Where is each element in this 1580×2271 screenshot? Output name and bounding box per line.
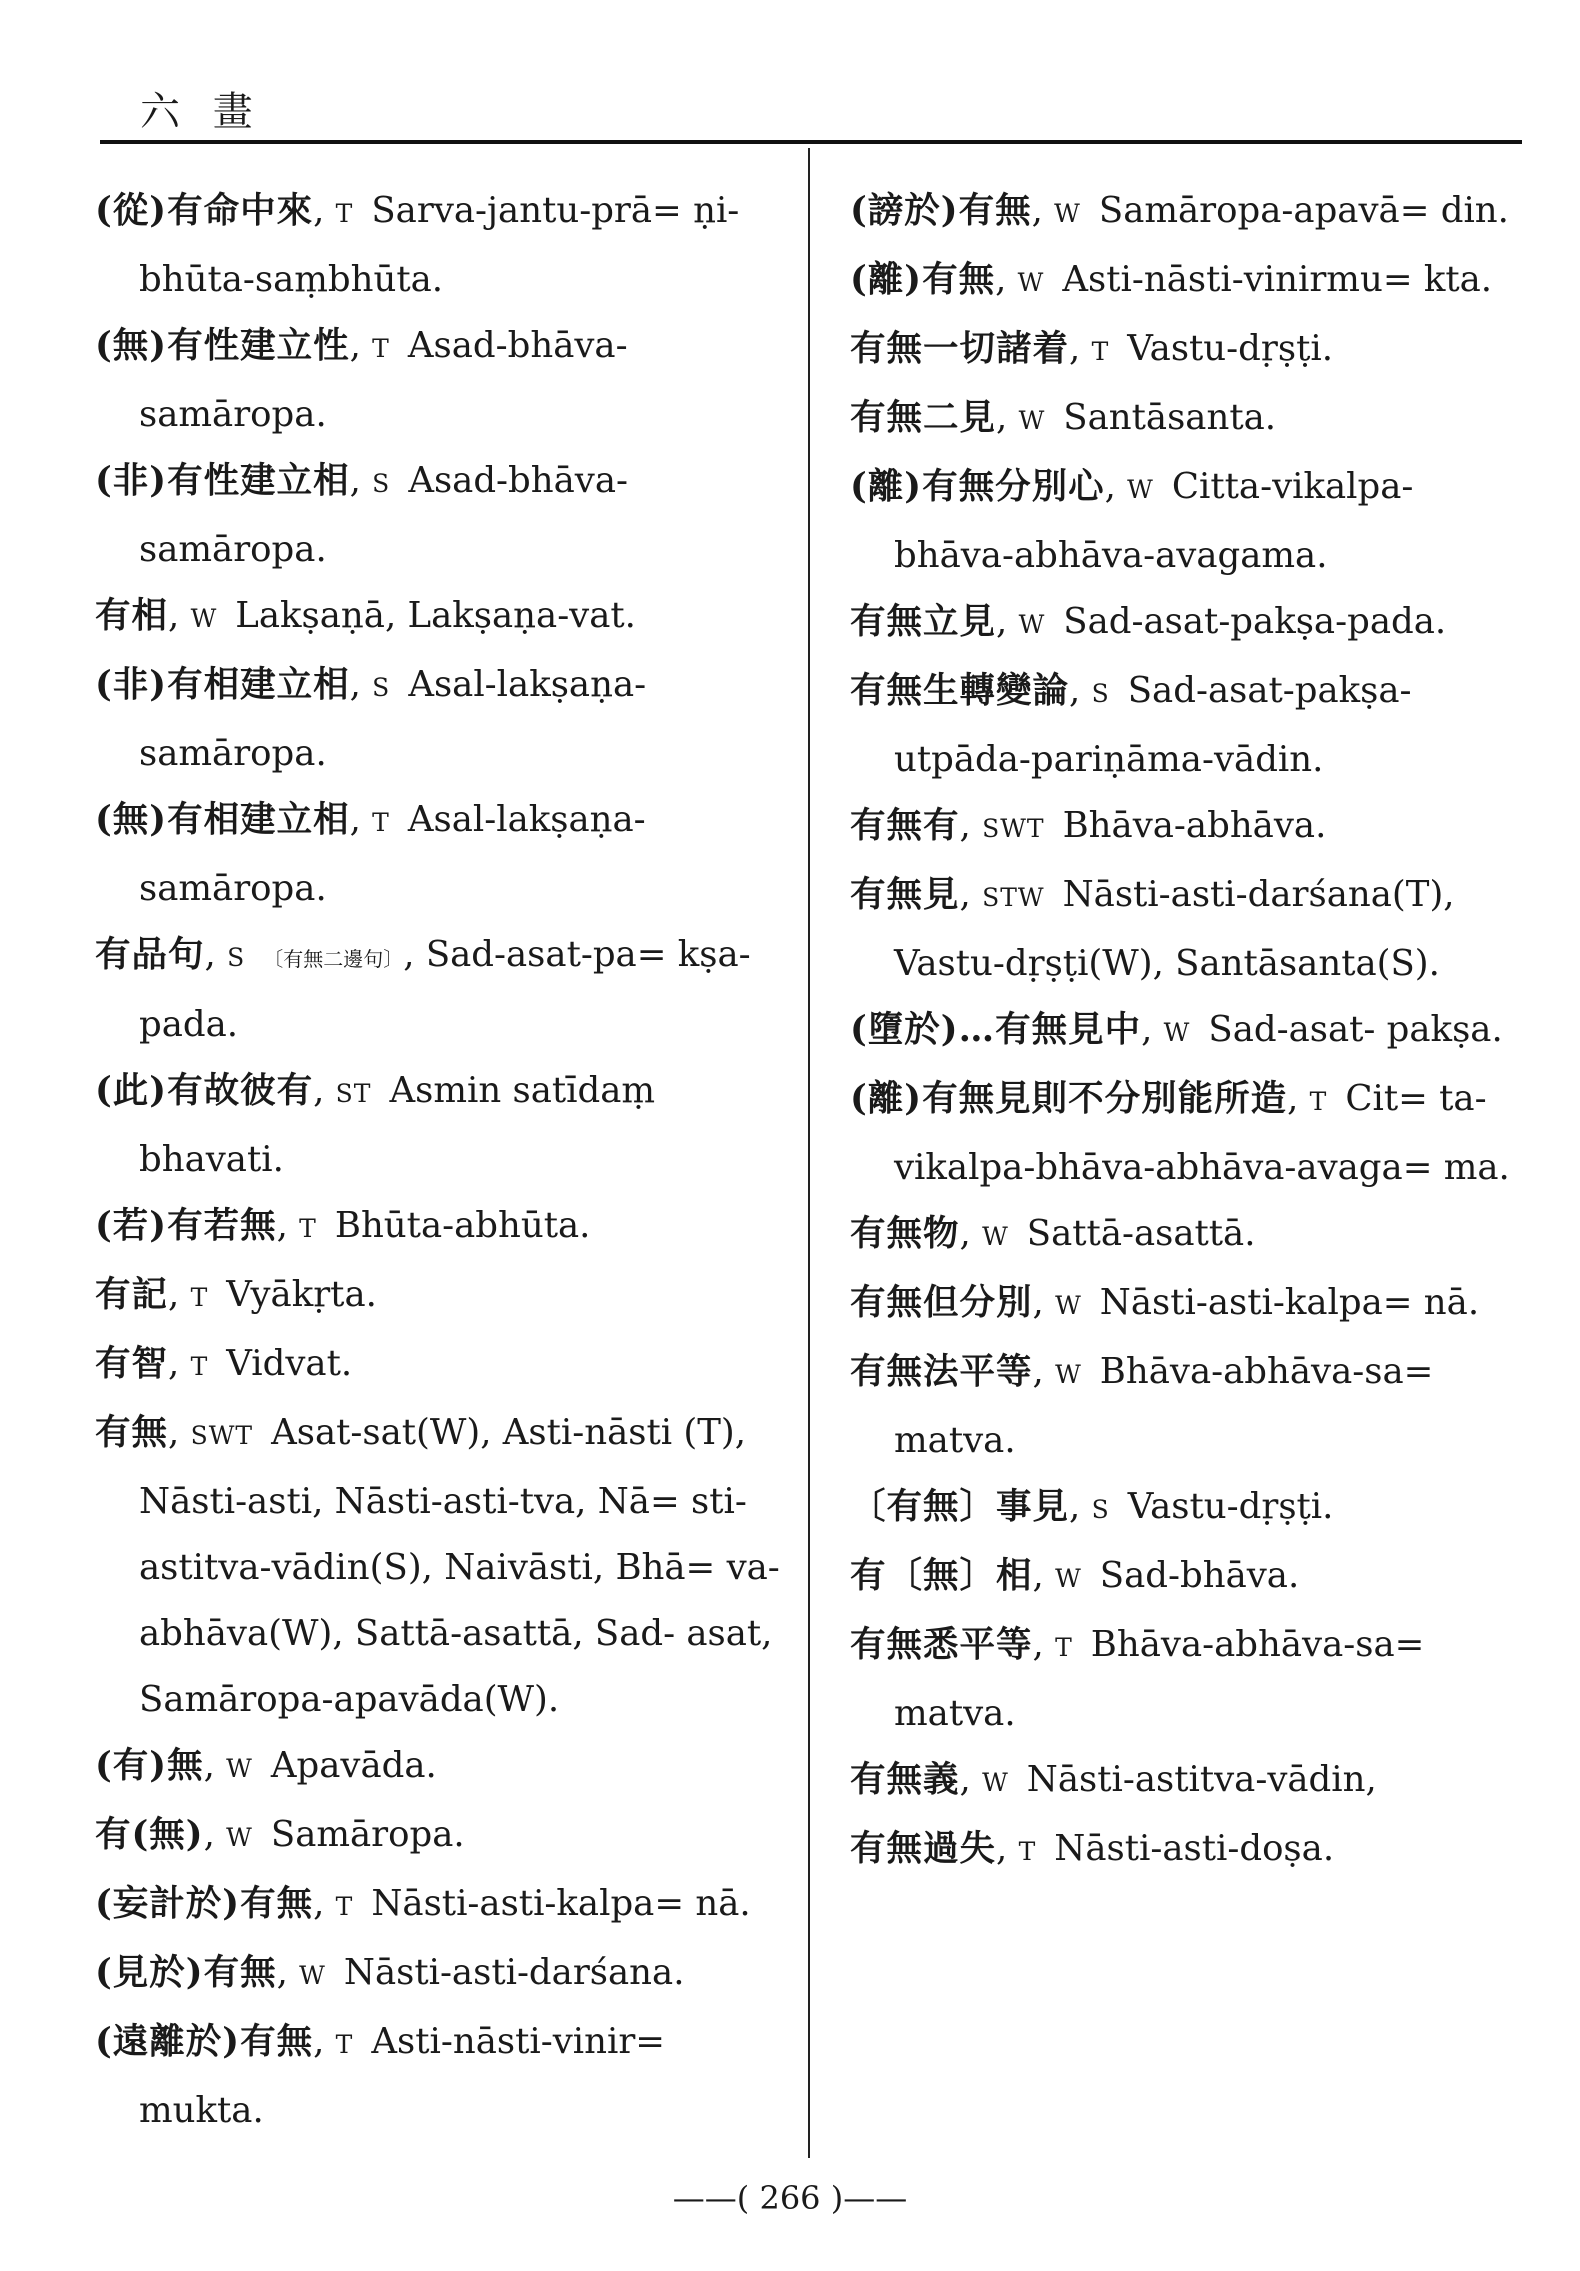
right-column [850, 178, 1530, 1885]
dictionary-entry: (離)有無見則不分別能所造, T Cit= ta-vikalpa-bhāva-abhāva-avaga= ma. [850, 1078, 1510, 1188]
entry-term: 有無二見 [850, 397, 997, 438]
entry-source: T [335, 199, 354, 228]
entry-source: S [372, 469, 391, 498]
entry-term: 有無有 [850, 805, 960, 846]
entry-source: S [1091, 679, 1110, 708]
entry-term: (無)有性建立性 [95, 325, 350, 366]
header-rule [100, 140, 1522, 144]
dictionary-entry: 有無但分別, W Nāsti-asti-kalpa= nā. [850, 1282, 1480, 1323]
entry-gloss: Bhāva-abhāva. [1062, 805, 1327, 846]
entry-source: W [226, 1823, 253, 1852]
entry-term: (無)有相建立相 [95, 799, 350, 840]
entry-term: 有無法平等 [850, 1351, 1033, 1392]
entry-source: W [1055, 1291, 1082, 1320]
entry-gloss: Vastu-dṛṣṭi. [1127, 328, 1333, 369]
dictionary-entry: 有無物, W Sattā-asattā. [850, 1213, 1256, 1254]
entry-gloss: Sad-asat-pakṣa- utpāda-pariṇāma-vādin. [894, 670, 1412, 780]
entry-gloss: Asti-nāsti-vinirmu= kta. [1062, 259, 1493, 300]
entry-source: W [226, 1754, 253, 1783]
dictionary-entry: 有無法平等, W Bhāva-abhāva-sa= matva. [850, 1351, 1434, 1461]
dictionary-entry: 有無有, SWT Bhāva-abhāva. [850, 805, 1327, 846]
entry-source: T [1018, 1837, 1037, 1866]
dictionary-entry: 有無, SWT Asat-sat(W), Asti-nāsti (T), Nāsti-asti, Nāsti-asti-tva, Nā= sti-astitva-vādin(S), Naivāsti, Bhā= va-abhāva(W), Sattā-asattā, Sad- asat, Samāropa-apavāda(W). [95, 1412, 780, 1720]
entry-source: W [1127, 475, 1154, 504]
entry-gloss: Nāsti-asti-darśana. [343, 1952, 685, 1993]
entry-term: (墮於)…有無見中 [850, 1009, 1142, 1050]
dictionary-entry: 有無一切諸着, T Vastu-dṛṣṭi. [850, 328, 1333, 369]
entry-term: 有無一切諸着 [850, 328, 1070, 369]
entry-gloss: Sad-bhāva. [1099, 1555, 1300, 1596]
entry-term: 有無 [95, 1412, 169, 1453]
dictionary-entry: (遠離於)有無, T Asti-nāsti-vinir= mukta. [95, 2021, 666, 2131]
dictionary-entry: 有無生轉變論, S Sad-asat-pakṣa- utpāda-pariṇāma-vādin. [850, 670, 1412, 780]
dictionary-entry: (無)有相建立相, T Asal-lakṣaṇa- samāropa. [95, 799, 646, 909]
dictionary-entry: 〔有無〕事見, S Vastu-dṛṣṭi. [850, 1486, 1334, 1527]
entry-source: T [1309, 1087, 1328, 1116]
entry-source: T [335, 2030, 354, 2059]
entry-gloss: Nāsti-asti-doṣa. [1054, 1828, 1335, 1869]
column-divider [808, 148, 810, 2158]
entry-source: W [1018, 406, 1046, 435]
entry-source: ST [335, 1079, 372, 1108]
entry-term: (離)有無分別心 [850, 466, 1105, 507]
entry-source: W [982, 1222, 1009, 1251]
dictionary-entry: 有無二見, W Santāsanta. [850, 397, 1277, 438]
entry-term: 有無生轉變論 [850, 670, 1070, 711]
entry-source: S [227, 943, 246, 972]
dictionary-entry: (從)有命中來, T Sarva-jantu-prā= ṇi-bhūta-saṃbhūta. [95, 190, 740, 300]
entry-gloss: Vidvat. [226, 1343, 353, 1384]
dictionary-entry: (見於)有無, W Nāsti-asti-darśana. [95, 1952, 685, 1993]
entry-source: T [372, 808, 390, 837]
dictionary-entry: 有無過失, T Nāsti-asti-doṣa. [850, 1828, 1335, 1869]
dictionary-entry: 有(無), W Samāropa. [95, 1814, 465, 1855]
entry-gloss: Vyākṛta. [226, 1274, 377, 1315]
entry-term: 有無立見 [850, 601, 997, 642]
entry-source: T [299, 1214, 317, 1243]
entry-source: W [190, 604, 218, 633]
entry-term: (有)無 [95, 1745, 204, 1786]
entry-source: W [1055, 1360, 1082, 1389]
entry-gloss: Vastu-dṛṣṭi. [1127, 1486, 1334, 1527]
entry-term: 有智 [95, 1343, 169, 1384]
dictionary-entry: (非)有性建立相, S Asad-bhāva- samāropa. [95, 460, 629, 570]
entry-gloss: Lakṣaṇā, Lakṣaṇa-vat. [235, 595, 636, 636]
dictionary-entry: 有記, T Vyākṛta. [95, 1274, 377, 1315]
dictionary-entry: (此)有故彼有, ST Asmin satīdaṃ bhavati. [95, 1070, 656, 1180]
dictionary-entry: 有〔無〕相, W Sad-bhāva. [850, 1555, 1300, 1596]
entry-term: 有無義 [850, 1759, 960, 1800]
entry-source: W [1055, 1564, 1082, 1593]
entry-source: SWT [190, 1421, 254, 1450]
entry-gloss: Cit= ta-vikalpa-bhāva-abhāva-avaga= ma. [894, 1078, 1510, 1188]
entry-source: STW [982, 883, 1045, 912]
entry-term: 有無悉平等 [850, 1624, 1033, 1665]
entry-source: W [1054, 199, 1081, 228]
entry-gloss: Nāsti-asti-kalpa= nā. [1099, 1282, 1480, 1323]
dictionary-entry: (墮於)…有無見中, W Sad-asat- pakṣa. [850, 1009, 1503, 1050]
dictionary-entry: (有)無, W Apavāda. [95, 1745, 437, 1786]
entry-term: (妄計於)有無 [95, 1883, 314, 1924]
entry-source: W [1018, 610, 1046, 639]
dictionary-entry: 有無立見, W Sad-asat-pakṣa-pada. [850, 601, 1447, 642]
entry-gloss: Nāsti-asti-darśana(T), Vastu-dṛṣṭi(W), Santāsanta(S). [894, 874, 1455, 984]
entry-term: (謗於)有無 [850, 190, 1032, 231]
entry-term: (非)有相建立相 [95, 664, 350, 705]
entry-gloss: Sad-asat-pakṣa-pada. [1063, 601, 1447, 642]
entry-source: S [372, 673, 391, 702]
entry-term: 有無物 [850, 1213, 960, 1254]
entry-gloss: Nāsti-astitva-vādin, [1026, 1759, 1377, 1800]
entry-source: T [372, 334, 390, 363]
entry-gloss: Bhāva-abhāva-sa= matva. [894, 1351, 1434, 1461]
entry-gloss: Asal-lakṣaṇa- samāropa. [139, 664, 647, 774]
entry-term: (從)有命中來 [95, 190, 314, 231]
running-head: 六 畫 [140, 89, 263, 135]
entry-gloss: Asti-nāsti-vinir= mukta. [139, 2021, 666, 2131]
dictionary-entry: (非)有相建立相, S Asal-lakṣaṇa- samāropa. [95, 664, 647, 774]
entry-term: 有記 [95, 1274, 169, 1315]
entry-term: 有品句 [95, 934, 205, 975]
entry-source: W [299, 1961, 326, 1990]
entry-source: T [190, 1283, 209, 1312]
entry-gloss: Sattā-asattā. [1026, 1213, 1256, 1254]
dictionary-entry: 有品句, S 〔有無二邊句〕, Sad-asat-pa= kṣa-pada. [95, 934, 751, 1045]
entry-term: (離)有無 [850, 259, 996, 300]
entry-source: W [1163, 1018, 1191, 1047]
entry-source: T [190, 1352, 209, 1381]
entry-term: (遠離於)有無 [95, 2021, 314, 2062]
entry-source: T [1055, 1633, 1073, 1662]
dictionary-entry: (離)有無, W Asti-nāsti-vinirmu= kta. [850, 259, 1493, 300]
entry-source: S [1091, 1495, 1110, 1524]
entry-gloss: Citta-vikalpa- bhāva-abhāva-avagama. [894, 466, 1414, 576]
entry-term: 有無過失 [850, 1828, 997, 1869]
dictionary-entry: (無)有性建立性, T Asad-bhāva- samāropa. [95, 325, 628, 435]
dictionary-entry: (離)有無分別心, W Citta-vikalpa- bhāva-abhāva-avagama. [850, 466, 1414, 576]
entry-gloss: Asal-lakṣaṇa- samāropa. [139, 799, 646, 909]
dictionary-entry: (妄計於)有無, T Nāsti-asti-kalpa= nā. [95, 1883, 751, 1924]
entry-gloss: Apavāda. [270, 1745, 437, 1786]
entry-gloss: Sad-asat- pakṣa. [1208, 1009, 1503, 1050]
dictionary-entry: 有無見, STW Nāsti-asti-darśana(T), Vastu-dṛṣṭi(W), Santāsanta(S). [850, 874, 1455, 984]
entry-gloss: Asat-sat(W), Asti-nāsti (T), Nāsti-asti, Nāsti-asti-tva, Nā= sti-astitva-vādin(S), Naivāsti, Bhā= va-abhāva(W), Sattā-asattā, Sad- asat, Samāropa-apavāda(W). [139, 1412, 780, 1720]
entry-source: T [335, 1892, 354, 1921]
entry-gloss: Samāropa. [270, 1814, 465, 1855]
entry-term: (此)有故彼有 [95, 1070, 314, 1111]
entry-gloss: Sad-asat-pa= kṣa-pada. [139, 934, 751, 1045]
entry-source: W [982, 1768, 1009, 1797]
dictionary-entry: 有無悉平等, T Bhāva-abhāva-sa= matva. [850, 1624, 1425, 1734]
entry-term: (若)有若無 [95, 1205, 277, 1246]
entry-gloss: Bhūta-abhūta. [334, 1205, 591, 1246]
entry-gloss: Samāropa-apavā= din. [1098, 190, 1509, 231]
dictionary-entry: 有相, W Lakṣaṇā, Lakṣaṇa-vat. [95, 595, 636, 636]
entry-term: 有無但分別 [850, 1282, 1033, 1323]
entry-source: W [1017, 268, 1045, 297]
entry-gloss: Asad-bhāva- samāropa. [139, 325, 628, 435]
entry-note: 〔有無二邊句〕 [263, 947, 404, 971]
dictionary-entry: (謗於)有無, W Samāropa-apavā= din. [850, 190, 1509, 231]
dictionary-entry: 有無義, W Nāsti-astitva-vādin, [850, 1759, 1377, 1800]
entry-gloss: Bhāva-abhāva-sa= matva. [894, 1624, 1425, 1734]
entry-gloss: Nāsti-asti-kalpa= nā. [371, 1883, 751, 1924]
entry-gloss: Santāsanta. [1063, 397, 1277, 438]
entry-gloss: Asmin satīdaṃ bhavati. [139, 1070, 656, 1180]
entry-source: T [1091, 337, 1110, 366]
entry-term: 有相 [95, 595, 169, 636]
entry-term: 有(無) [95, 1814, 204, 1855]
entry-term: 有〔無〕相 [850, 1555, 1033, 1596]
dictionary-entry: (若)有若無, T Bhūta-abhūta. [95, 1205, 591, 1246]
entry-gloss: Asad-bhāva- samāropa. [139, 460, 629, 570]
left-column [95, 178, 785, 2144]
entry-term: 〔有無〕事見 [850, 1486, 1070, 1527]
entry-gloss: Sarva-jantu-prā= ṇi-bhūta-saṃbhūta. [139, 190, 740, 300]
entry-term: (見於)有無 [95, 1952, 277, 1993]
entry-term: (非)有性建立相 [95, 460, 350, 501]
entry-term: (離)有無見則不分別能所造 [850, 1078, 1288, 1119]
page-number: ——( 266 )—— [672, 2179, 908, 2217]
dictionary-entry: 有智, T Vidvat. [95, 1343, 353, 1384]
entry-term: 有無見 [850, 874, 960, 915]
entry-source: SWT [982, 814, 1045, 843]
